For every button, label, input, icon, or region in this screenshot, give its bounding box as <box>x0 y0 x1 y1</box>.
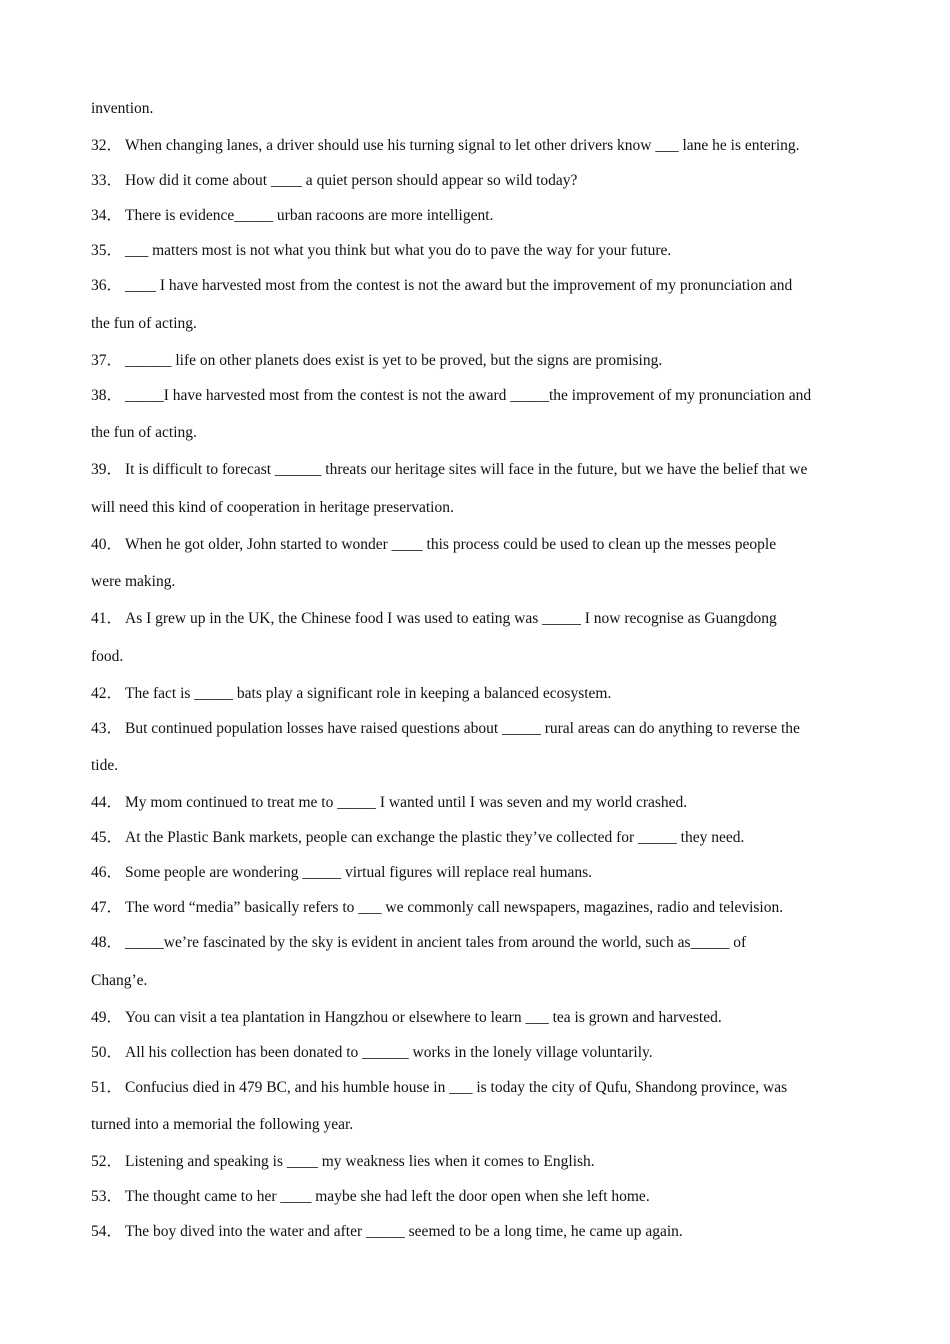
continuation-line <box>91 753 863 790</box>
question-text: But continued population losses have raised questions about _____ rural areas can do anything to reverse the <box>125 719 800 737</box>
question-text: All his collection has been donated to ______ works in the lonely village voluntarily. <box>125 1043 653 1061</box>
question-number: 53． <box>91 1188 123 1205</box>
question-36 <box>91 273 863 311</box>
question-text: The thought came to her ____ maybe she had left the door open when she left home. <box>125 1188 650 1205</box>
line-text: Chang’e. <box>91 971 148 989</box>
question-41 <box>91 606 863 644</box>
question-text: Confucius died in 479 BC, and his humble house in ___ is today the city of Qufu, Shandong province, was <box>125 1078 788 1096</box>
question-number: 43． <box>91 719 123 737</box>
question-54 <box>91 1219 863 1254</box>
question-text: It is difficult to forecast ______ threats our heritage sites will face in the future, but we have the belief that we <box>125 461 808 478</box>
question-text: _____I have harvested most from the contest is not the award _____the improvement of my pronunciation and <box>125 386 812 404</box>
question-number: 50． <box>91 1043 123 1061</box>
question-number: 37． <box>91 351 123 369</box>
question-number: 35． <box>91 242 123 259</box>
question-number: 33． <box>91 172 123 189</box>
question-37 <box>91 348 863 383</box>
question-47 <box>91 895 863 930</box>
continuation-line <box>91 644 863 681</box>
line-text: the fun of acting. <box>91 424 197 441</box>
question-number: 39． <box>91 461 123 478</box>
question-number: 41． <box>91 610 123 627</box>
question-number: 47． <box>91 899 123 916</box>
question-number: 49． <box>91 1008 123 1026</box>
question-44 <box>91 790 863 825</box>
line-text: were making. <box>91 573 176 590</box>
question-33 <box>91 168 863 203</box>
question-34 <box>91 203 863 238</box>
continuation-line <box>91 968 863 1005</box>
question-number: 40． <box>91 535 123 553</box>
question-text: You can visit a tea plantation in Hangzhou or elsewhere to learn ___ tea is grown and harvested. <box>125 1008 722 1026</box>
question-number: 52． <box>91 1153 123 1170</box>
continuation-line <box>91 569 863 606</box>
question-text: Some people are wondering _____ virtual figures will replace real humans. <box>125 864 593 881</box>
question-38 <box>91 383 863 421</box>
question-49 <box>91 1005 863 1040</box>
question-42 <box>91 681 863 716</box>
question-text: Listening and speaking is ____ my weakness lies when it comes to English. <box>125 1153 595 1170</box>
question-number: 34． <box>91 207 123 224</box>
question-text: ____ I have harvested most from the contest is not the award but the improvement of my pronunciation and <box>125 277 793 294</box>
question-text: My mom continued to treat me to _____ I wanted until I was seven and my world crashed. <box>125 794 688 811</box>
question-number: 32． <box>91 137 123 154</box>
question-list <box>91 96 863 1254</box>
question-51 <box>91 1075 863 1113</box>
continuation-line <box>91 420 863 457</box>
question-number: 54． <box>91 1223 123 1240</box>
continuation-line <box>91 495 863 532</box>
question-43 <box>91 716 863 754</box>
question-50 <box>91 1040 863 1075</box>
question-number: 51． <box>91 1078 123 1096</box>
question-text: ______ life on other planets does exist is yet to be proved, but the signs are promising. <box>125 351 663 369</box>
question-text: When he got older, John started to wonder ____ this process could be used to clean up the messes people <box>125 535 777 553</box>
line-text: food. <box>91 647 124 665</box>
question-40 <box>91 532 863 570</box>
question-number: 42． <box>91 684 123 702</box>
line-text: invention. <box>91 100 154 117</box>
question-text: When changing lanes, a driver should use his turning signal to let other drivers know ___ lane he is entering. <box>125 137 800 154</box>
question-text: How did it come about ____ a quiet person should appear so wild today? <box>125 172 578 189</box>
continuation-line <box>91 1112 863 1149</box>
question-number: 38． <box>91 386 123 404</box>
question-text: The boy dived into the water and after _____ seemed to be a long time, he came up again. <box>125 1223 683 1240</box>
question-number: 45． <box>91 829 123 846</box>
question-35 <box>91 238 863 273</box>
question-46 <box>91 860 863 895</box>
question-39 <box>91 457 863 495</box>
question-number: 36． <box>91 277 123 294</box>
question-52 <box>91 1149 863 1184</box>
line-text: tide. <box>91 757 119 774</box>
question-number: 44． <box>91 794 123 811</box>
question-text: The fact is _____ bats play a significant role in keeping a balanced ecosystem. <box>125 684 612 702</box>
question-text: There is evidence_____ urban racoons are more intelligent. <box>125 207 494 224</box>
question-text: As I grew up in the UK, the Chinese food I was used to eating was _____ I now recognise as Guangdong <box>125 610 777 627</box>
question-text: ___ matters most is not what you think but what you do to pave the way for your future. <box>125 242 672 259</box>
continuation-line <box>91 96 863 133</box>
question-53 <box>91 1184 863 1219</box>
line-text: will need this kind of cooperation in heritage preservation. <box>91 498 454 516</box>
line-text: turned into a memorial the following year. <box>91 1116 354 1133</box>
question-text: _____we’re fascinated by the sky is evident in ancient tales from around the world, such as_____ of <box>125 934 747 951</box>
question-48 <box>91 930 863 968</box>
question-number: 48． <box>91 934 123 951</box>
question-45 <box>91 825 863 860</box>
question-text: At the Plastic Bank markets, people can exchange the plastic they’ve collected for _____ they need. <box>125 829 745 846</box>
continuation-line <box>91 311 863 348</box>
question-number: 46． <box>91 864 123 881</box>
question-text: The word “media” basically refers to ___ we commonly call newspapers, magazines, radio and television. <box>125 899 784 916</box>
question-32 <box>91 133 863 168</box>
line-text: the fun of acting. <box>91 314 197 332</box>
